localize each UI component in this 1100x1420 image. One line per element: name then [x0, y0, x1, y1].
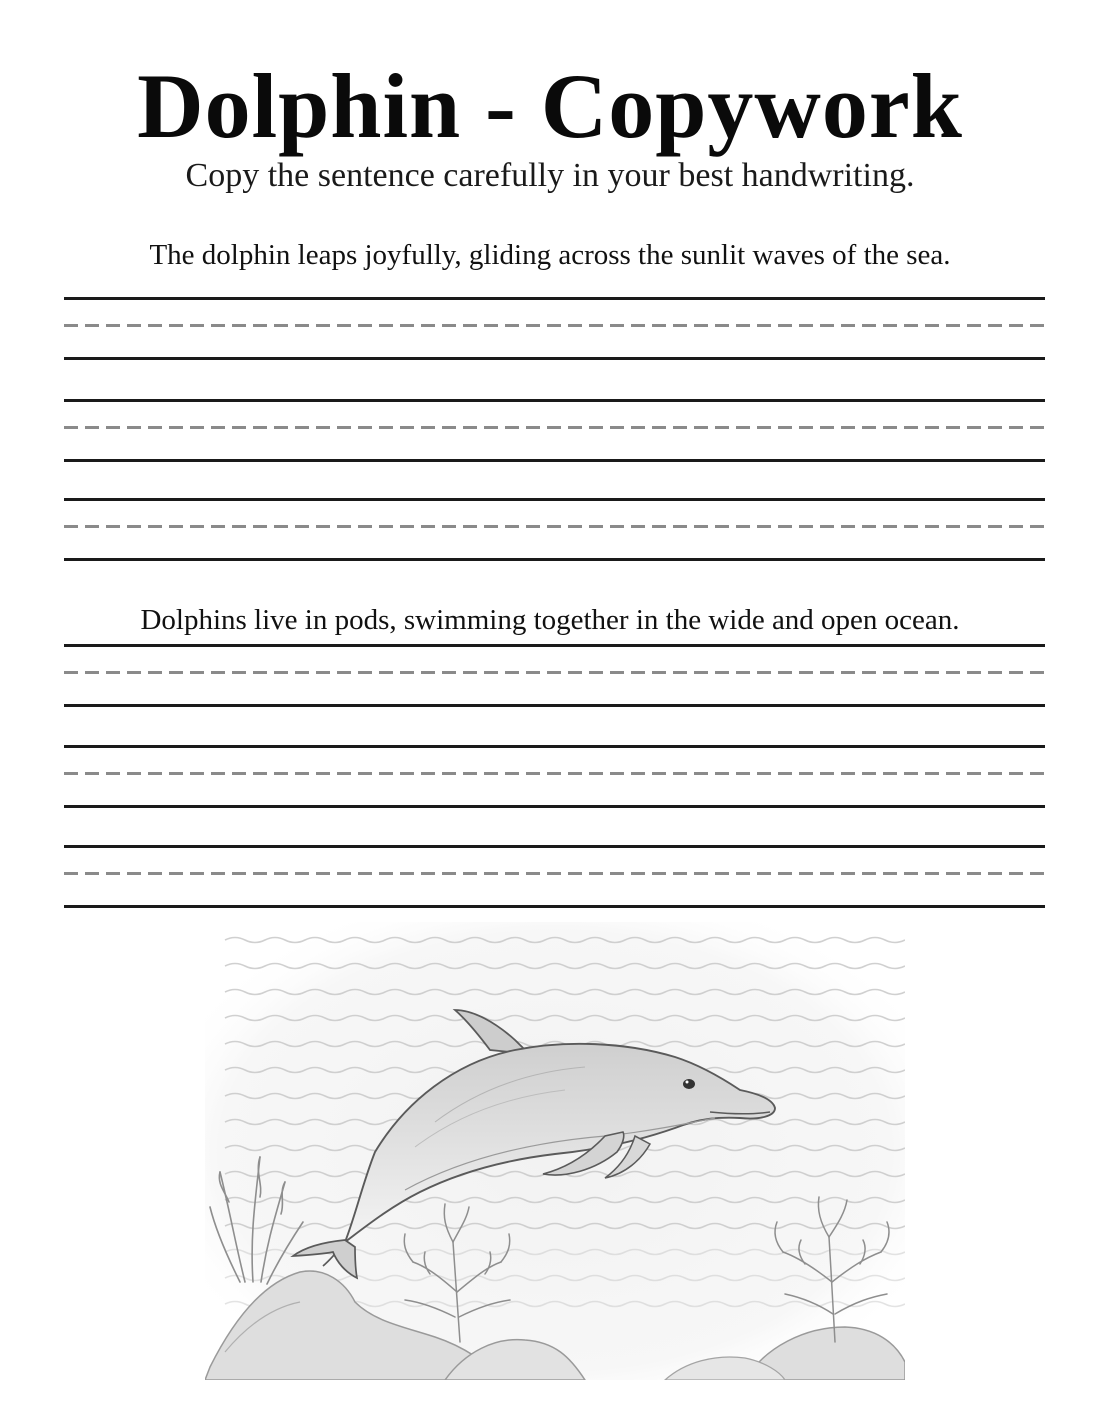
dashed-midline	[64, 525, 1045, 528]
baseline	[64, 704, 1045, 707]
copy-sentence-1: The dolphin leaps joyfully, gliding across the sunlit waves of the sea.	[149, 239, 951, 271]
headline	[64, 745, 1045, 748]
headline	[64, 498, 1045, 501]
baseline	[64, 905, 1045, 908]
handwriting-line-3[interactable]	[64, 498, 1045, 562]
baseline	[64, 805, 1045, 808]
headline	[64, 399, 1045, 402]
handwriting-line-4[interactable]	[64, 644, 1045, 708]
dashed-midline	[64, 872, 1045, 875]
dashed-midline	[64, 772, 1045, 775]
dashed-midline	[64, 671, 1045, 674]
handwriting-line-2[interactable]	[64, 399, 1045, 463]
baseline	[64, 459, 1045, 462]
baseline	[64, 558, 1045, 561]
page-title: Dolphin - Copywork	[137, 55, 963, 157]
copy-sentence-2: Dolphins live in pods, swimming together in the wide and open ocean.	[140, 604, 960, 636]
dashed-midline	[64, 426, 1045, 429]
dolphin-icon	[205, 922, 905, 1380]
headline	[64, 845, 1045, 848]
baseline	[64, 357, 1045, 360]
instructions-text: Copy the sentence carefully in your best handwriting.	[185, 157, 915, 194]
headline	[64, 644, 1045, 647]
handwriting-line-1[interactable]	[64, 297, 1045, 361]
dolphin-illustration	[205, 922, 905, 1380]
handwriting-line-5[interactable]	[64, 745, 1045, 809]
headline	[64, 297, 1045, 300]
dashed-midline	[64, 324, 1045, 327]
handwriting-line-6[interactable]	[64, 845, 1045, 909]
